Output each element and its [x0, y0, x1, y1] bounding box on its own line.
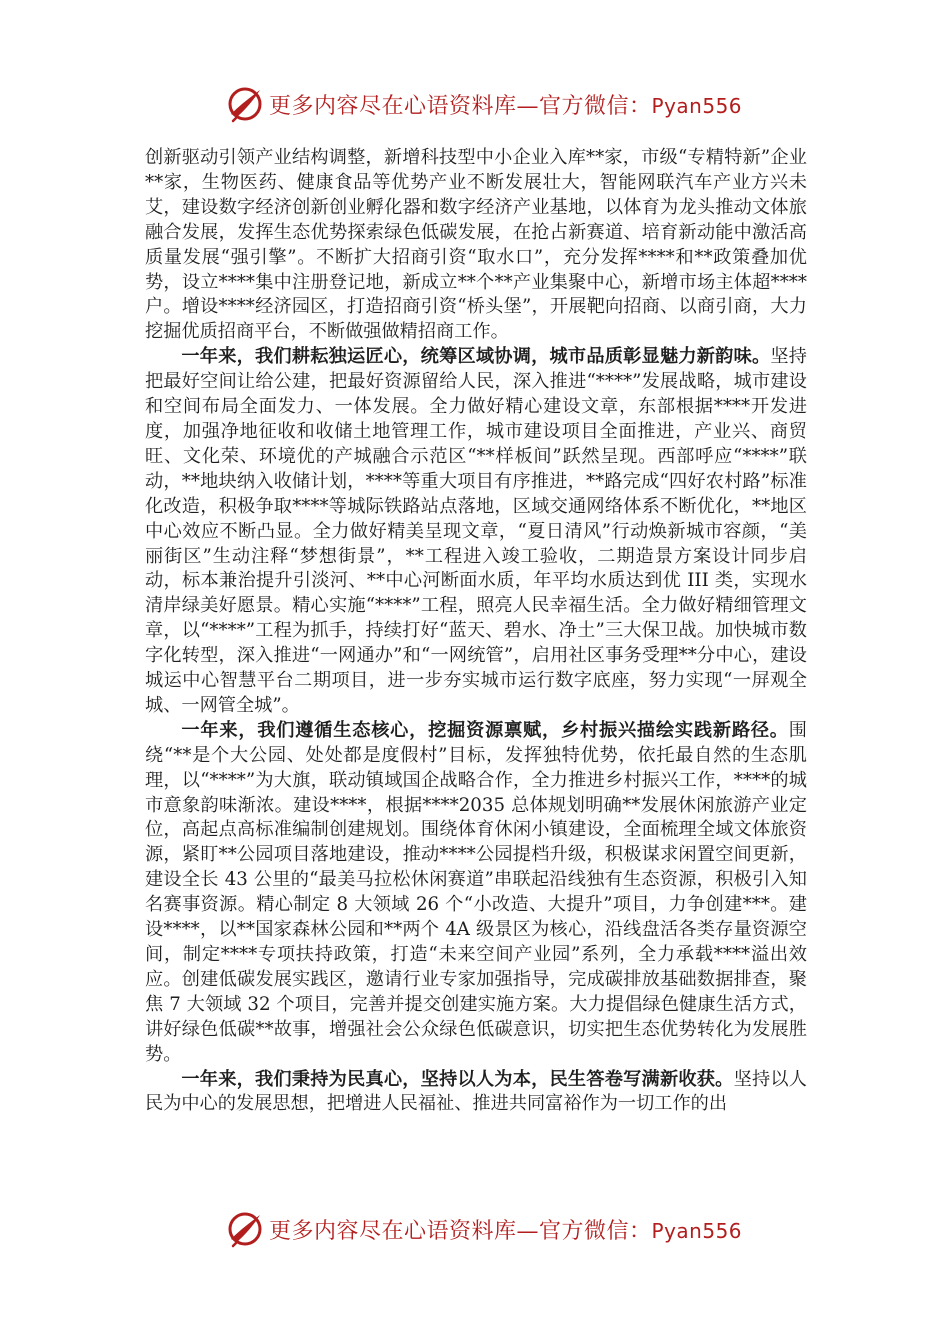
pen-ribbon-logo-icon: [225, 1209, 265, 1249]
paragraph-2: [145, 345, 807, 719]
footer-slogan: [269, 1214, 742, 1245]
paragraph-4: [145, 1068, 807, 1118]
paragraph-3-lead: 一年来，我们遵循生态核心，挖掘资源禀赋，乡村振兴描绘实践新路径。: [181, 719, 789, 741]
paragraph-4-lead: 一年来，我们秉持为民真心，坚持以人为本，民生答卷写满新收获。: [181, 1068, 734, 1090]
paragraph-2-body: 坚持把最好空间让给公建，把最好资源留给人民，深入推进“****”发展战略，城市建设和空间布局全面发力、一体发展。全力做好精心建设文章，东部根据****开发进度，加强净地征收和收储土地管理工作，城市建设项目全面推进，产业兴、商贸旺、文化荣、环境优的产城融合示范区“**样板间”跃然呈现。西部呼应“****”联动，**地块纳入收储计划，****等重大项目有序推进，**路完成“四好农村路”标准化改造，积极争取****等城际铁路站点落地，区域交通网络体系不断优化，**地区中心效应不断凸显。全力做好精美呈现文章，“夏日清风”行动焕新城市容颜，“美丽街区”生动注释“梦想街景”，**工程进入竣工验收，二期造景方案设计同步启动，标本兼治提升引淡河、**中心河断面水质，年平均水质达到优 III 类，实现水清岸绿美好愿景。精心实施“****”工程，照亮人民幸福生活。全力做好精细管理文章，以“****”工程为抓手，持续打好“蓝天、碧水、净土”三大保卫战。加快城市数字化转型，深入推进“一网通办”和“一网统管”，启用社区事务受理**分中心，建设城运中心智慧平台二期项目，进一步夯实城市运行数字底座，努力实现“一屏观全城、一网管全城”。: [145, 346, 807, 716]
document-body: [145, 146, 807, 1117]
header-slogan: [269, 89, 742, 120]
header-wechat-id: Pyan556: [651, 93, 743, 118]
paragraph-3-body: 围绕“**是个大公园、处处都是度假村”目标，发挥独特优势，依托最自然的生态肌理，以“****”为大旗，联动镇域国企战略合作，全力推进乡村振兴工作，****的城市意象韵味渐浓。建设****，根据****2035 总体规划明确**发展休闲旅游产业定位，高起点高标准编制创建规划。围绕体育休闲小镇建设，全面梳理全域文体旅资源，紧盯**公园项目落地建设，推动****公园提档升级，积极谋求闲置空间更新，建设全长 43 公里的“最美马拉松休闲赛道”串联起沿线独有生态资源，积极引入知名赛事资源。精心制定 8 大领域 26 个“小改造、大提升”项目，力争创建***。建设****，以**国家森林公园和**两个 4A 级景区为核心，沿线盘活各类存量资源空间，制定****专项扶持政策，打造“未来空间产业园”系列，全力承载****溢出效应。创建低碳发展实践区，邀请行业专家加强指导，完成碳排放基础数据排查，聚焦 7 大领域 32 个项目，完善并提交创建实施方案。大力提倡绿色健康生活方式，讲好绿色低碳**故事，增强社会公众绿色低碳意识，切实把生态优势转化为发展胜势。: [145, 719, 807, 1065]
pen-ribbon-logo-icon: [225, 84, 265, 124]
paragraph-2-lead: 一年来，我们耕耘独运匠心，统筹区域协调，城市品质彰显魅力新韵味。: [181, 346, 771, 368]
paragraph-4-body: 坚持以人民为中心的发展思想，把增进人民福祉、推进共同富裕作为一切工作的出: [145, 1068, 807, 1115]
footer-wechat-id: Pyan556: [651, 1218, 743, 1243]
paragraph-1: [145, 146, 807, 345]
paragraph-3: [145, 719, 807, 1068]
paragraph-1-body: 创新驱动引领产业结构调整，新增科技型中小企业入库**家，市级“专精特新”企业**家，生物医药、健康食品等优势产业不断发展壮大，智能网联汽车产业方兴未艾，建设数字经济创新创业孵化器和数字经济产业基地，以体育为龙头推动文体旅融合发展，发挥生态优势探索绿色低碳发展，在抢占新赛道、培育新动能中激活高质量发展“强引擎”。不断扩大招商引资“取水口”，充分发挥****和**政策叠加优势，设立****集中注册登记地，新成立**个**产业集聚中心，新增市场主体超****户。增设****经济园区，打造招商引资“桥头堡”，开展靶向招商、以商引商，大力挖掘优质招商平台，不断做强做精招商工作。: [145, 147, 807, 343]
footer-banner: [225, 1209, 745, 1249]
footer-slogan-text: 更多内容尽在心语资料库—官方微信：: [269, 1218, 652, 1244]
header-slogan-text: 更多内容尽在心语资料库—官方微信：: [269, 93, 652, 119]
header-banner: [225, 84, 745, 124]
